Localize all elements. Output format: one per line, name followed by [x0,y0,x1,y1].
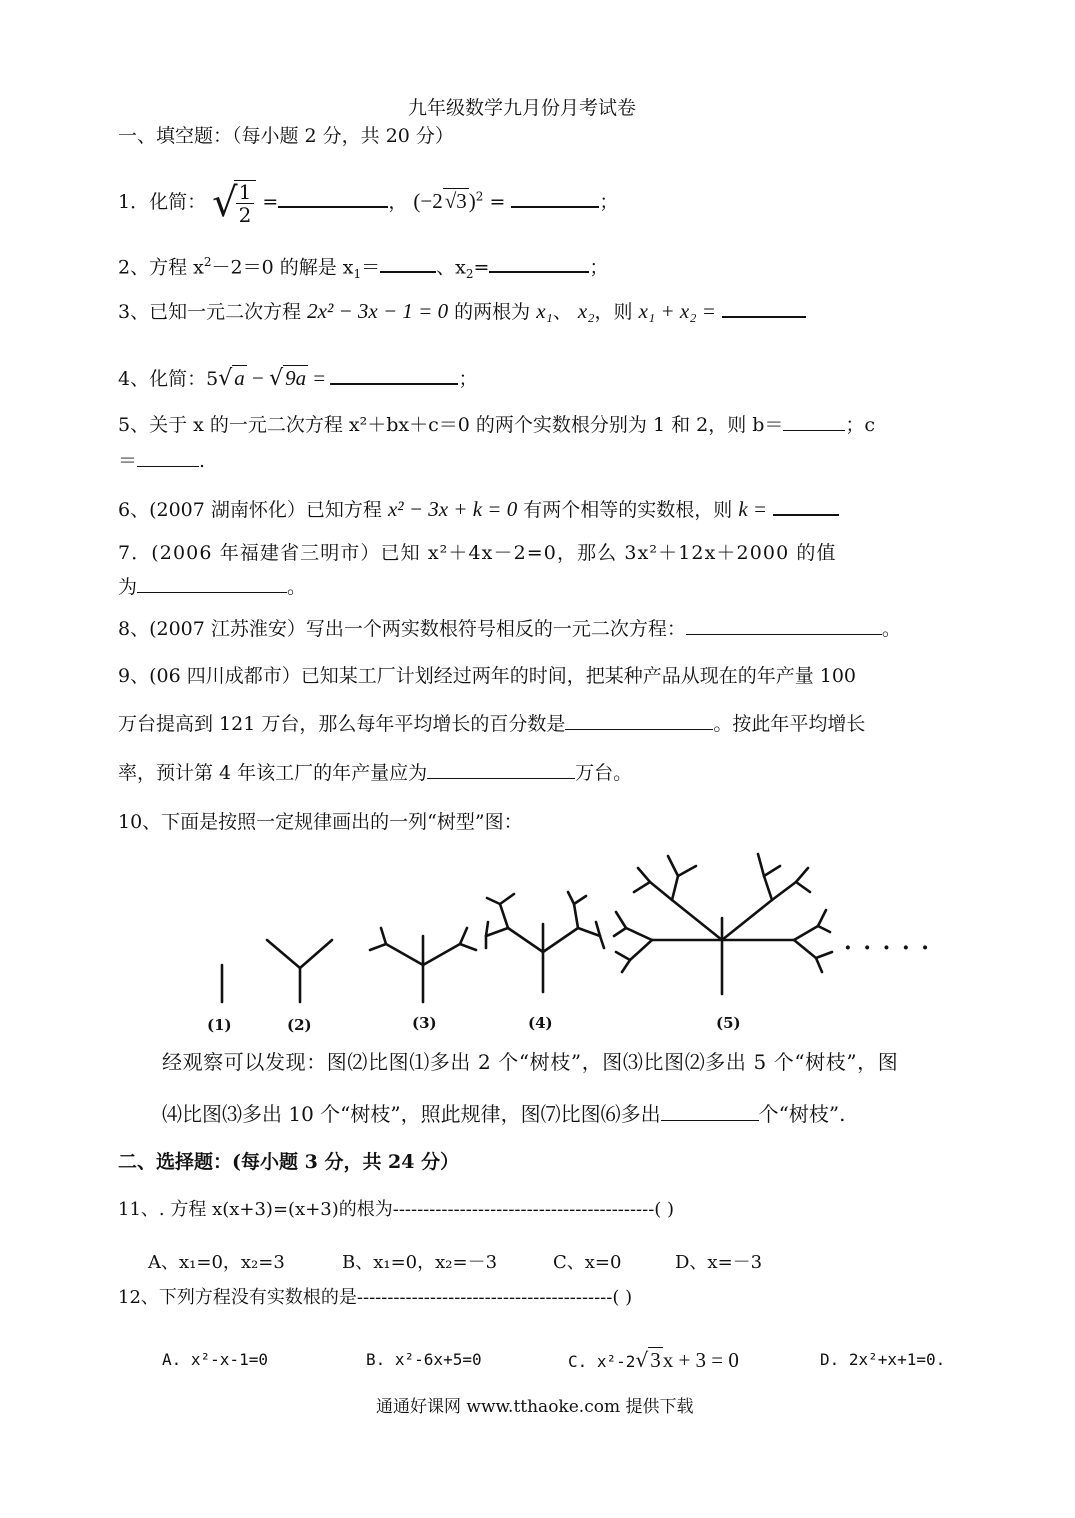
section-2-heading: 二、选择题：(每小题 3 分，共 24 分） [118,1151,460,1173]
q8-answer-blank[interactable] [686,616,882,635]
q3-equation: 2x² − 3x − 1 = 0 [307,299,449,323]
q4-equals: = [308,366,331,390]
ellipsis-dots: · · · · · [844,935,931,961]
q5-line-2-b: . [199,450,206,472]
q9-answer-blank-1[interactable] [565,711,713,730]
q4-end: ； [458,368,478,390]
q11-option-c[interactable]: C、x=0 [553,1252,622,1273]
q12-option-c[interactable]: C. x²-2√3x + 3 = 0 [568,1348,739,1372]
q2-sub-2: 2 [465,267,474,282]
q4-root-1: a [234,366,245,390]
q5-mid: ；c [845,414,876,436]
q12-option-c-rest: x + 3 = 0 [662,1348,739,1372]
fig-label-3: (3) [412,1014,437,1032]
q1-sqrt-expression: √ $\frac{1}{2}$ [212,180,256,226]
q9-line-2-b: 。按此年平均增长 [713,713,866,735]
q1-expr-b: (−2 [413,189,443,213]
q1-answer-blank-1[interactable] [278,188,388,208]
q1-end: ； [599,191,619,213]
fig-label-4: (4) [528,1014,553,1032]
q1-label: 1．化简： [118,191,207,213]
q3-part-b: 的两根为 [454,301,531,323]
q10-answer-blank[interactable] [661,1102,759,1121]
q8-end: 。 [881,618,901,640]
q9-line-2-a: 万台提高到 121 万台，那么每年平均增长的百分数是 [118,713,566,735]
question-5-line-2 [118,448,205,473]
q4-answer-blank[interactable] [330,365,458,385]
q1-expr-b-root: √3 [444,189,467,213]
question-6 [118,496,839,522]
q7-answer-blank[interactable] [137,574,287,593]
q10-observation-line-2 [162,1102,845,1126]
q2-sub-1: 1 [353,267,362,282]
q2-answer-blank-2[interactable] [489,253,589,273]
footer-credit: 通通好课网 www.tthaoke.com 提供下载 [376,1397,694,1417]
q9-answer-blank-2[interactable] [427,760,575,779]
q10-obs2-a: ⑷比图⑶多出 10 个“树枝”，照此规律，图⑺比图⑹多出 [162,1102,661,1126]
q5-answer-blank-c[interactable] [137,448,199,467]
q3-sum: x₁ + x₂ = [638,299,716,323]
q3-x2: x₂ [577,299,595,323]
q1-expr-b-close: ) [468,189,476,213]
q1-frac-numerator: 1 [236,181,255,204]
q12-option-a[interactable]: A. x²-x-1=0 [162,1350,268,1369]
tree-figures [190,840,950,1010]
question-5-line-1 [118,412,875,437]
q1-frac-denominator: 2 [238,203,252,227]
q3-separator: 、 [552,301,572,323]
q10-observation-line-1: 经观察可以发现：图⑵比图⑴多出 2 个“树枝”，图⑶比图⑵多出 5 个“树枝”，图 [162,1050,899,1074]
q8-part-a: 8、(2007 江苏淮安）写出一个两实数根符号相反的一元二次方程： [118,618,686,640]
q9-line-3-b: 万台。 [575,762,633,784]
q7-line-2-b: 。 [287,576,307,598]
q5-line-2-a: ＝ [118,450,138,472]
q12-option-b[interactable]: B. x²-6x+5=0 [366,1350,482,1369]
q2-part-d: 、x [436,256,466,279]
q4-root-2: 9a [285,366,307,390]
question-4: 4、化简：5√a − √9a = ； [118,366,478,391]
q2-answer-blank-1[interactable] [380,253,436,273]
q11-option-d[interactable]: D、x=－3 [675,1252,763,1273]
question-11-stem: 11、. 方程 x(x+3)=(x+3)的根为-------------------------------------------( ) [118,1199,675,1220]
page-title: 九年级数学九月份月考试卷 [408,97,637,119]
q10-obs2-b: 个“树枝”. [758,1102,846,1126]
q1-equals: = [262,191,279,213]
question-10-intro: 10、下面是按照一定规律画出的一列“树型”图： [118,811,523,833]
q4-part-a: 4、化简：5 [118,368,219,390]
q6-k: k = [738,497,768,521]
q9-line-3-a: 率，预计第 4 年该工厂的年产量应为 [118,762,428,784]
q2-part-b: －2＝0 的解是 x [211,256,354,279]
question-3 [118,298,806,324]
tree-figure-4 [486,892,604,992]
question-9-line-2 [118,711,865,736]
q5-line-1: 5、关于 x 的一元二次方程 x²＋bx＋c＝0 的两个实数根分别为 1 和 2，则 b＝ [118,414,784,436]
q2-part-e: = [473,256,490,279]
q2-end: ； [589,256,609,279]
q5-answer-blank-b[interactable] [783,412,845,431]
q1-comma: ， [388,191,408,213]
tree-figure-5 [614,854,832,994]
question-7-line-1: 7．(2006 年福建省三明市）已知 x²＋4x－2=0，那么 3x²＋12x＋2000 的值 [118,542,837,564]
q2-exponent: 2 [203,255,212,269]
q7-line-2-a: 为 [118,576,138,598]
q6-equation: x² − 3x + k = 0 [387,497,518,521]
q11-option-b[interactable]: B、x₁=0，x₂=－3 [342,1252,498,1273]
q12-option-c-prefix: C. x²-2 [568,1352,636,1371]
q12-option-d[interactable]: D. 2x²+x+1=0. [820,1350,946,1369]
section-1-heading: 一、填空题：（每小题 2 分，共 20 分） [118,125,454,147]
fig-label-5: (5) [716,1014,741,1032]
q4-minus: − [246,366,270,390]
q3-x1: x₁ [536,299,553,323]
q6-answer-blank[interactable] [773,496,839,516]
question-1 [118,180,618,226]
q3-part-c: ，则 [594,301,633,323]
question-7-line-2 [118,574,306,599]
q1-equals-2: = [483,191,512,213]
question-9-line-3 [118,760,632,785]
fig-label-2: (2) [287,1016,312,1034]
fig-label-1: (1) [207,1016,232,1034]
q3-part-a: 3、已知一元二次方程 [118,301,302,323]
q6-part-a: 6、(2007 湖南怀化）已知方程 [118,499,382,521]
q3-answer-blank[interactable] [722,298,806,318]
q2-part-a: 2、方程 x [118,256,204,279]
question-2 [118,250,608,286]
q11-option-a[interactable]: A、x₁=0，x₂=3 [148,1252,285,1273]
q12-option-c-root: 3 [650,1348,661,1372]
tree-figure-2 [267,940,332,1002]
question-12-stem: 12、下列方程没有实数根的是------------------------------------------( ) [118,1287,633,1308]
q2-part-c: ＝ [361,256,381,279]
tree-figure-3 [370,928,476,1002]
q1-answer-blank-2[interactable] [511,188,599,208]
question-8 [118,616,901,641]
question-9-line-1: 9、(06 四川成都市）已知某工厂计划经过两年的时间，把某种产品从现在的年产量 100 [118,665,857,687]
q1-exponent: 2 [475,189,484,204]
q6-part-b: 有两个相等的实数根，则 [523,499,733,521]
